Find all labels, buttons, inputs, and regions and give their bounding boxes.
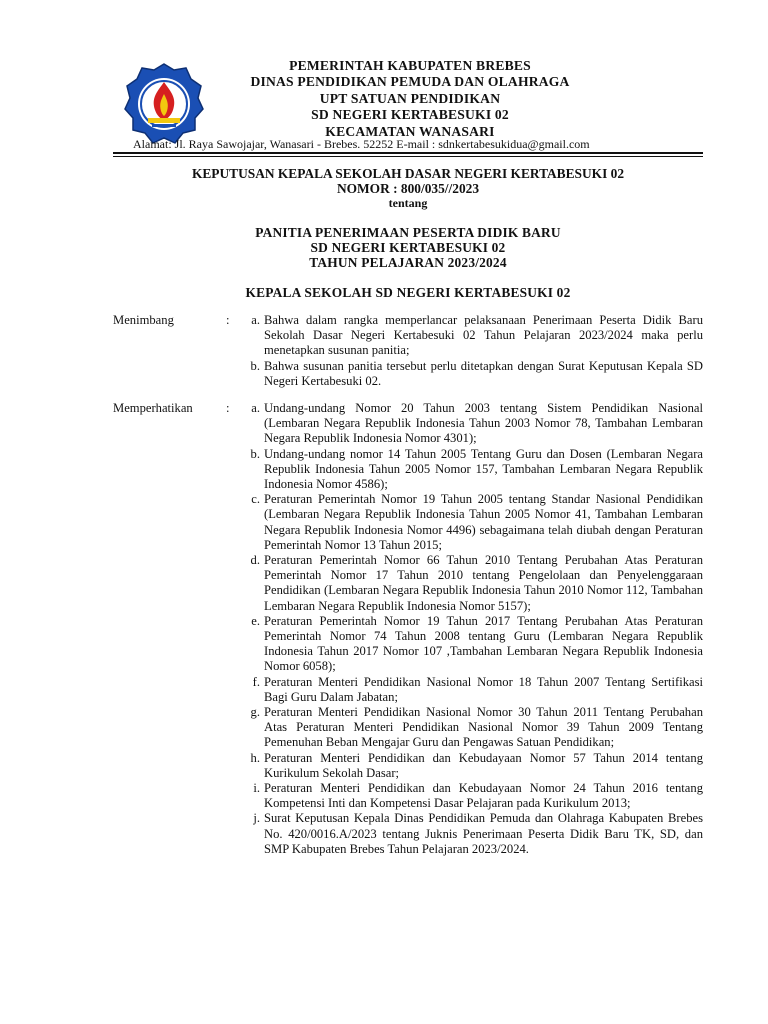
list-text: Peraturan Menteri Pendidikan Nasional Nomor 18 Tahun 2007 Tentang Sertifikasi Bagi Guru Dalam Jabatan; xyxy=(264,674,703,704)
list-text: Peraturan Pemerintah Nomor 19 Tahun 2017 Tentang Perubahan Atas Peraturan Pemerintah Nomor 74 Tahun 2008 tentang Guru (Lembaran Negara Republik Indonesia Tahun 2017 Nomor 107 ,Tambahan Lembaran Negara Republik Indonesia Nomor 6058); xyxy=(264,613,703,674)
list-text: Surat Keputusan Kepala Dinas Pendidikan Pemuda dan Olahraga Kabupaten Brebes No. 420/0016.A/2023 tentang Juknis Penerimaan Peserta Didik Baru TK, SD, dan SMP Kabupaten Brebes Tahun Pelajaran 2023/2024. xyxy=(264,811,703,856)
section-colon: : xyxy=(226,313,230,327)
list-text: Peraturan Pemerintah Nomor 19 Tahun 2005 tentang Standar Nasional Pendidikan (Lembaran Negara Republik Indonesia Tahun 2005 Nomor 41, Tambahan Lembaran Negara Republik Indonesia Nomor 4496) sebagaimana telah diubah dengan Peraturan Pemerintah Nomor 13 Tahun 2015; xyxy=(264,492,703,552)
list-marker: j. xyxy=(253,811,260,826)
list-text: Peraturan Menteri Pendidikan dan Kebudayaan Nomor 57 Tahun 2014 tentang Kurikulum Sekolah Dasar; xyxy=(264,750,703,780)
list-text: Peraturan Menteri Pendidikan dan Kebudayaan Nomor 24 Tahun 2016 tentang Kompetensi Inti dan Kompetensi Dasar Pelajaran pada Kurikulum 2013; xyxy=(264,781,703,811)
list-item xyxy=(242,553,703,614)
subject-line-1: PANITIA PENERIMAAN PESERTA DIDIK BARU xyxy=(255,225,561,240)
letterhead-line-department: DINAS PENDIDIKAN PEMUDA DAN OLAHRAGA xyxy=(250,74,570,90)
decision-number: NOMOR : 800/035//2023 xyxy=(336,180,480,196)
list-item xyxy=(242,705,703,751)
decision-tentang: tentang xyxy=(388,196,428,211)
list-item xyxy=(242,781,703,811)
list-marker: i. xyxy=(253,781,260,796)
issuer-heading: KEPALA SEKOLAH SD NEGERI KERTABESUKI 02 xyxy=(245,285,571,300)
letterhead-line-unit: UPT SATUAN PENDIDIKAN xyxy=(319,90,501,106)
list-item xyxy=(242,492,703,553)
list-marker: f. xyxy=(252,674,260,689)
decision-heading xyxy=(113,167,703,211)
list-marker: e. xyxy=(251,613,260,628)
list-text: Peraturan Menteri Pendidikan Nasional Nomor 30 Tahun 2011 Tentang Perubahan Atas Peraturan Menteri Pendidikan Nasional Nomor 39 Tahun 2009 Tentang Pemenuhan Beban Mengajar Guru dan Pengawas Satuan Pendidikan; xyxy=(264,705,703,750)
list-item xyxy=(242,447,703,493)
letterhead-line-government: PEMERINTAH KABUPATEN BREBES xyxy=(289,58,531,73)
decision-title: KEPUTUSAN KEPALA SEKOLAH DASAR NEGERI KERTABESUKI 02 xyxy=(191,166,625,181)
section-colon: : xyxy=(226,401,230,415)
list-text: Undang-undang nomor 14 Tahun 2005 Tentang Guru dan Dosen (Lembaran Negara Republik Indonesia Tahun 2005 Nomor 157, Tambahan Lembaran Negara Republik Indonesia Nomor 4586); xyxy=(264,446,703,492)
section-label: Menimbang xyxy=(113,313,174,327)
letterhead-line-district: KECAMATAN WANASARI xyxy=(325,123,495,139)
list-marker: b. xyxy=(250,358,260,373)
list-marker: a. xyxy=(251,313,260,327)
list-marker: a. xyxy=(251,401,260,415)
letterhead-line-school: SD NEGERI KERTABESUKI 02 xyxy=(311,107,509,123)
decision-subject xyxy=(113,225,703,270)
letterhead-rule-thin xyxy=(113,156,703,157)
considerations-list xyxy=(242,313,703,389)
letterhead-rule-thick xyxy=(113,152,703,154)
list-item xyxy=(242,401,703,447)
list-text: Bahwa susunan panitia tersebut perlu ditetapkan dengan Surat Keputusan Kepala SD Negeri Kertabesuki 02. xyxy=(264,358,703,388)
letterhead xyxy=(180,58,640,140)
list-item xyxy=(242,675,703,705)
list-text: Bahwa dalam rangka memperlancar pelaksanaan Penerimaan Peserta Didik Baru Sekolah Dasar Negeri Kertabesuki 02 Tahun Pelajaran 2023/2024 maka perlu menetapkan susunan panitia; xyxy=(264,313,703,358)
references-list xyxy=(242,401,703,857)
list-marker: c. xyxy=(251,492,260,507)
list-item xyxy=(242,614,703,675)
section-label: Memperhatikan xyxy=(113,401,193,415)
list-text: Undang-undang Nomor 20 Tahun 2003 tentang Sistem Pendidikan Nasional (Lembaran Negara Republik Indonesia Tahun 2003 Nomor 78, Tambahan Lembaran Negara Republik Indonesia Nomor 4301); xyxy=(264,401,703,446)
list-item xyxy=(242,751,703,781)
list-marker: g. xyxy=(250,705,260,720)
subject-line-3: TAHUN PELAJARAN 2023/2024 xyxy=(309,255,507,270)
list-marker: b. xyxy=(250,446,260,461)
list-text: Peraturan Pemerintah Nomor 66 Tahun 2010 Tentang Perubahan Atas Peraturan Pemerintah Nomor 17 Tahun 2010 tentang Pengelolaan dan Penyelenggaraan Pendidikan (Lembaran Negara Republik Indonesia Tahun 2010 Nomor 112, Tambahan Lembaran Negara Republik Indonesia Nomor 5157); xyxy=(264,553,703,613)
list-marker: h. xyxy=(250,750,260,765)
list-item xyxy=(242,811,703,857)
list-marker: d. xyxy=(250,553,260,568)
letterhead-address: Alamat: Jl. Raya Sawojajar, Wanasari - Brebes. 52252 E-mail : sdnkertabesukidua@gmail.com xyxy=(133,137,590,151)
list-item xyxy=(242,359,703,389)
list-item xyxy=(242,313,703,359)
subject-line-2: SD NEGERI KERTABESUKI 02 xyxy=(310,240,506,255)
